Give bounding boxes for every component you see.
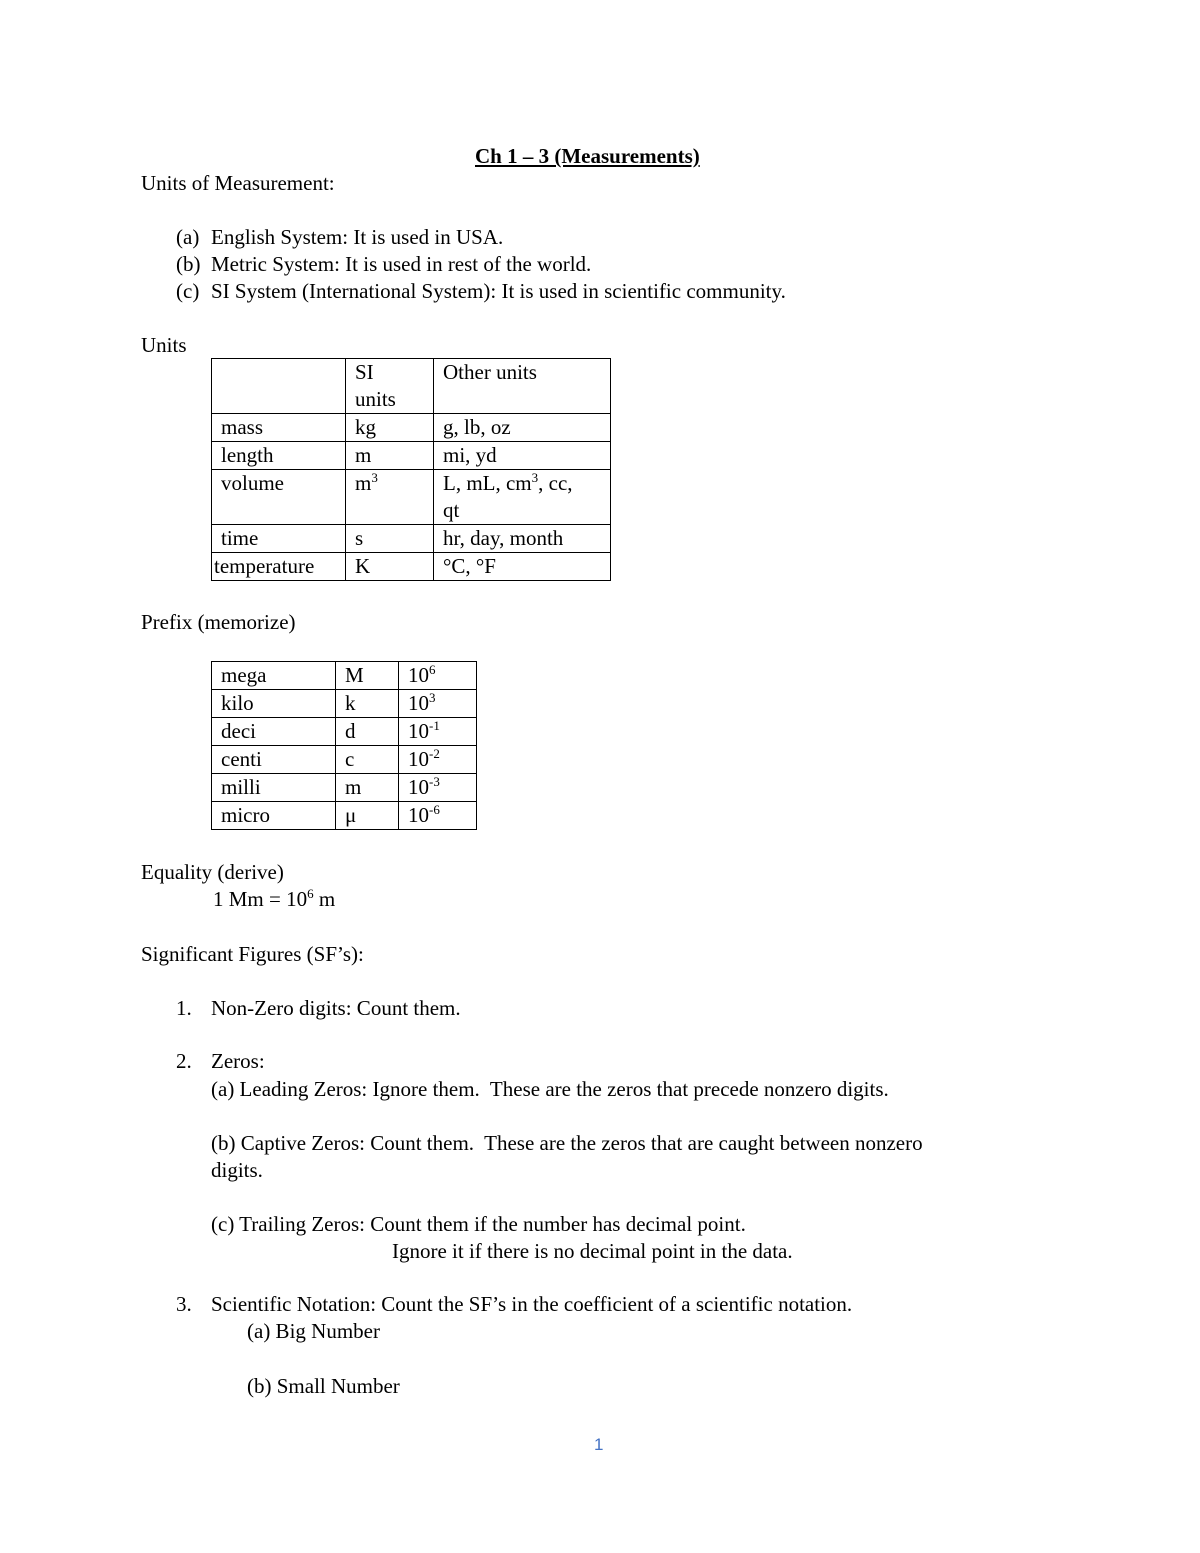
table-row: [212, 553, 611, 581]
units-table: [211, 358, 611, 581]
table-cell: micro: [212, 802, 336, 830]
list-subitem: (a) Big Number: [247, 1319, 380, 1343]
table-header-cell: [346, 359, 434, 414]
list-number: 2.: [176, 1049, 192, 1073]
system-item-label: (b): [176, 252, 201, 276]
table-row: [212, 774, 477, 802]
table-cell: kilo: [212, 690, 336, 718]
equality-heading: Equality (derive): [141, 860, 284, 884]
table-cell: mi, yd: [434, 442, 611, 470]
table-cell: g, lb, oz: [434, 414, 611, 442]
system-item-label: (c): [176, 279, 200, 303]
table-cell: mega: [212, 662, 336, 690]
table-cell: [399, 718, 477, 746]
table-cell: time: [212, 525, 346, 553]
table-cell: m: [336, 774, 399, 802]
units-heading: Units of Measurement:: [141, 171, 335, 195]
table-cell: centi: [212, 746, 336, 774]
list-subitem: (c) Trailing Zeros: Count them if the number has decimal point.: [211, 1212, 746, 1236]
superscript: 3: [531, 470, 539, 485]
system-item-text: SI System (International System): It is used in scientific community.: [211, 279, 786, 303]
table-row: [212, 690, 477, 718]
table-cell: k: [336, 690, 399, 718]
table-cell: temperature: [212, 553, 346, 581]
system-item-label: (a): [176, 225, 200, 249]
table-cell: volume: [212, 470, 346, 525]
list-item: Zeros:: [211, 1049, 265, 1073]
power-base: 10: [408, 803, 429, 827]
table-cell: milli: [212, 774, 336, 802]
table-row: [212, 802, 477, 830]
table-row: [212, 662, 477, 690]
page-number: 1: [594, 1435, 604, 1454]
list-subitem: (b) Captive Zeros: Count them. These are the zeros that are caught between nonzero: [211, 1131, 923, 1155]
table-cell: length: [212, 442, 346, 470]
table-cell: d: [336, 718, 399, 746]
power-base: 10: [408, 747, 429, 771]
superscript: 3: [371, 470, 378, 485]
list-number: 3.: [176, 1292, 192, 1316]
page-title: Ch 1 – 3 (Measurements): [475, 144, 700, 168]
table-cell: [399, 690, 477, 718]
table-row: [212, 414, 611, 442]
superscript: -1: [429, 718, 440, 733]
table-cell: [434, 470, 611, 525]
table-row: [212, 470, 611, 525]
table-row: [212, 442, 611, 470]
table-cell: deci: [212, 718, 336, 746]
list-number: 1.: [176, 996, 192, 1020]
table-row: [212, 746, 477, 774]
list-subitem: (b) Small Number: [247, 1374, 400, 1398]
other-units-part: L, mL, cm: [443, 471, 532, 495]
table-cell: °C, °F: [434, 553, 611, 581]
table-cell: M: [336, 662, 399, 690]
table-row: [212, 718, 477, 746]
prefix-table: [211, 661, 477, 830]
power-base: 10: [408, 691, 429, 715]
table-header-cell: [212, 359, 346, 414]
prefix-heading: Prefix (memorize): [141, 610, 296, 634]
power-base: 10: [408, 719, 429, 743]
superscript: 6: [429, 662, 436, 677]
list-subitem: Ignore it if there is no decimal point in the data.: [392, 1239, 793, 1263]
header-si: SI: [355, 360, 374, 384]
table-cell: s: [346, 525, 434, 553]
power-base: 10: [408, 663, 429, 687]
superscript: -2: [429, 746, 440, 761]
other-units-part: qt: [443, 498, 460, 522]
equality-lhs: 1 Mm = 10: [213, 887, 308, 911]
table-cell: [399, 802, 477, 830]
table-cell: [399, 746, 477, 774]
table-cell: hr, day, month: [434, 525, 611, 553]
list-item: Scientific Notation: Count the SF’s in the coefficient of a scientific notation.: [211, 1292, 853, 1316]
table-cell: c: [336, 746, 399, 774]
equality-expression: [213, 886, 335, 913]
table-cell: μ: [336, 802, 399, 830]
power-base: 10: [408, 775, 429, 799]
list-subitem: digits.: [211, 1158, 263, 1182]
list-subitem: (a) Leading Zeros: Ignore them. These are the zeros that precede nonzero digits.: [211, 1077, 889, 1101]
table-cell: K: [346, 553, 434, 581]
table-cell: mass: [212, 414, 346, 442]
system-item-text: English System: It is used in USA.: [211, 225, 504, 249]
list-item: Non-Zero digits: Count them.: [211, 996, 461, 1020]
system-item-text: Metric System: It is used in rest of the world.: [211, 252, 592, 276]
units-label: Units: [141, 333, 187, 357]
superscript: -6: [429, 802, 440, 817]
table-cell: kg: [346, 414, 434, 442]
table-header-cell: Other units: [434, 359, 611, 414]
sf-heading: Significant Figures (SF’s):: [141, 942, 364, 966]
superscript: -3: [429, 774, 440, 789]
superscript: 3: [429, 690, 436, 705]
table-cell: [399, 662, 477, 690]
equality-rhs: m: [313, 887, 336, 911]
table-cell: [346, 470, 434, 525]
header-units: units: [355, 387, 396, 411]
superscript: 6: [307, 886, 314, 901]
table-row: [212, 359, 611, 414]
table-cell: m: [346, 442, 434, 470]
table-cell: [399, 774, 477, 802]
si-unit: m: [355, 471, 372, 495]
other-units-part: , cc,: [538, 471, 573, 495]
table-row: [212, 525, 611, 553]
